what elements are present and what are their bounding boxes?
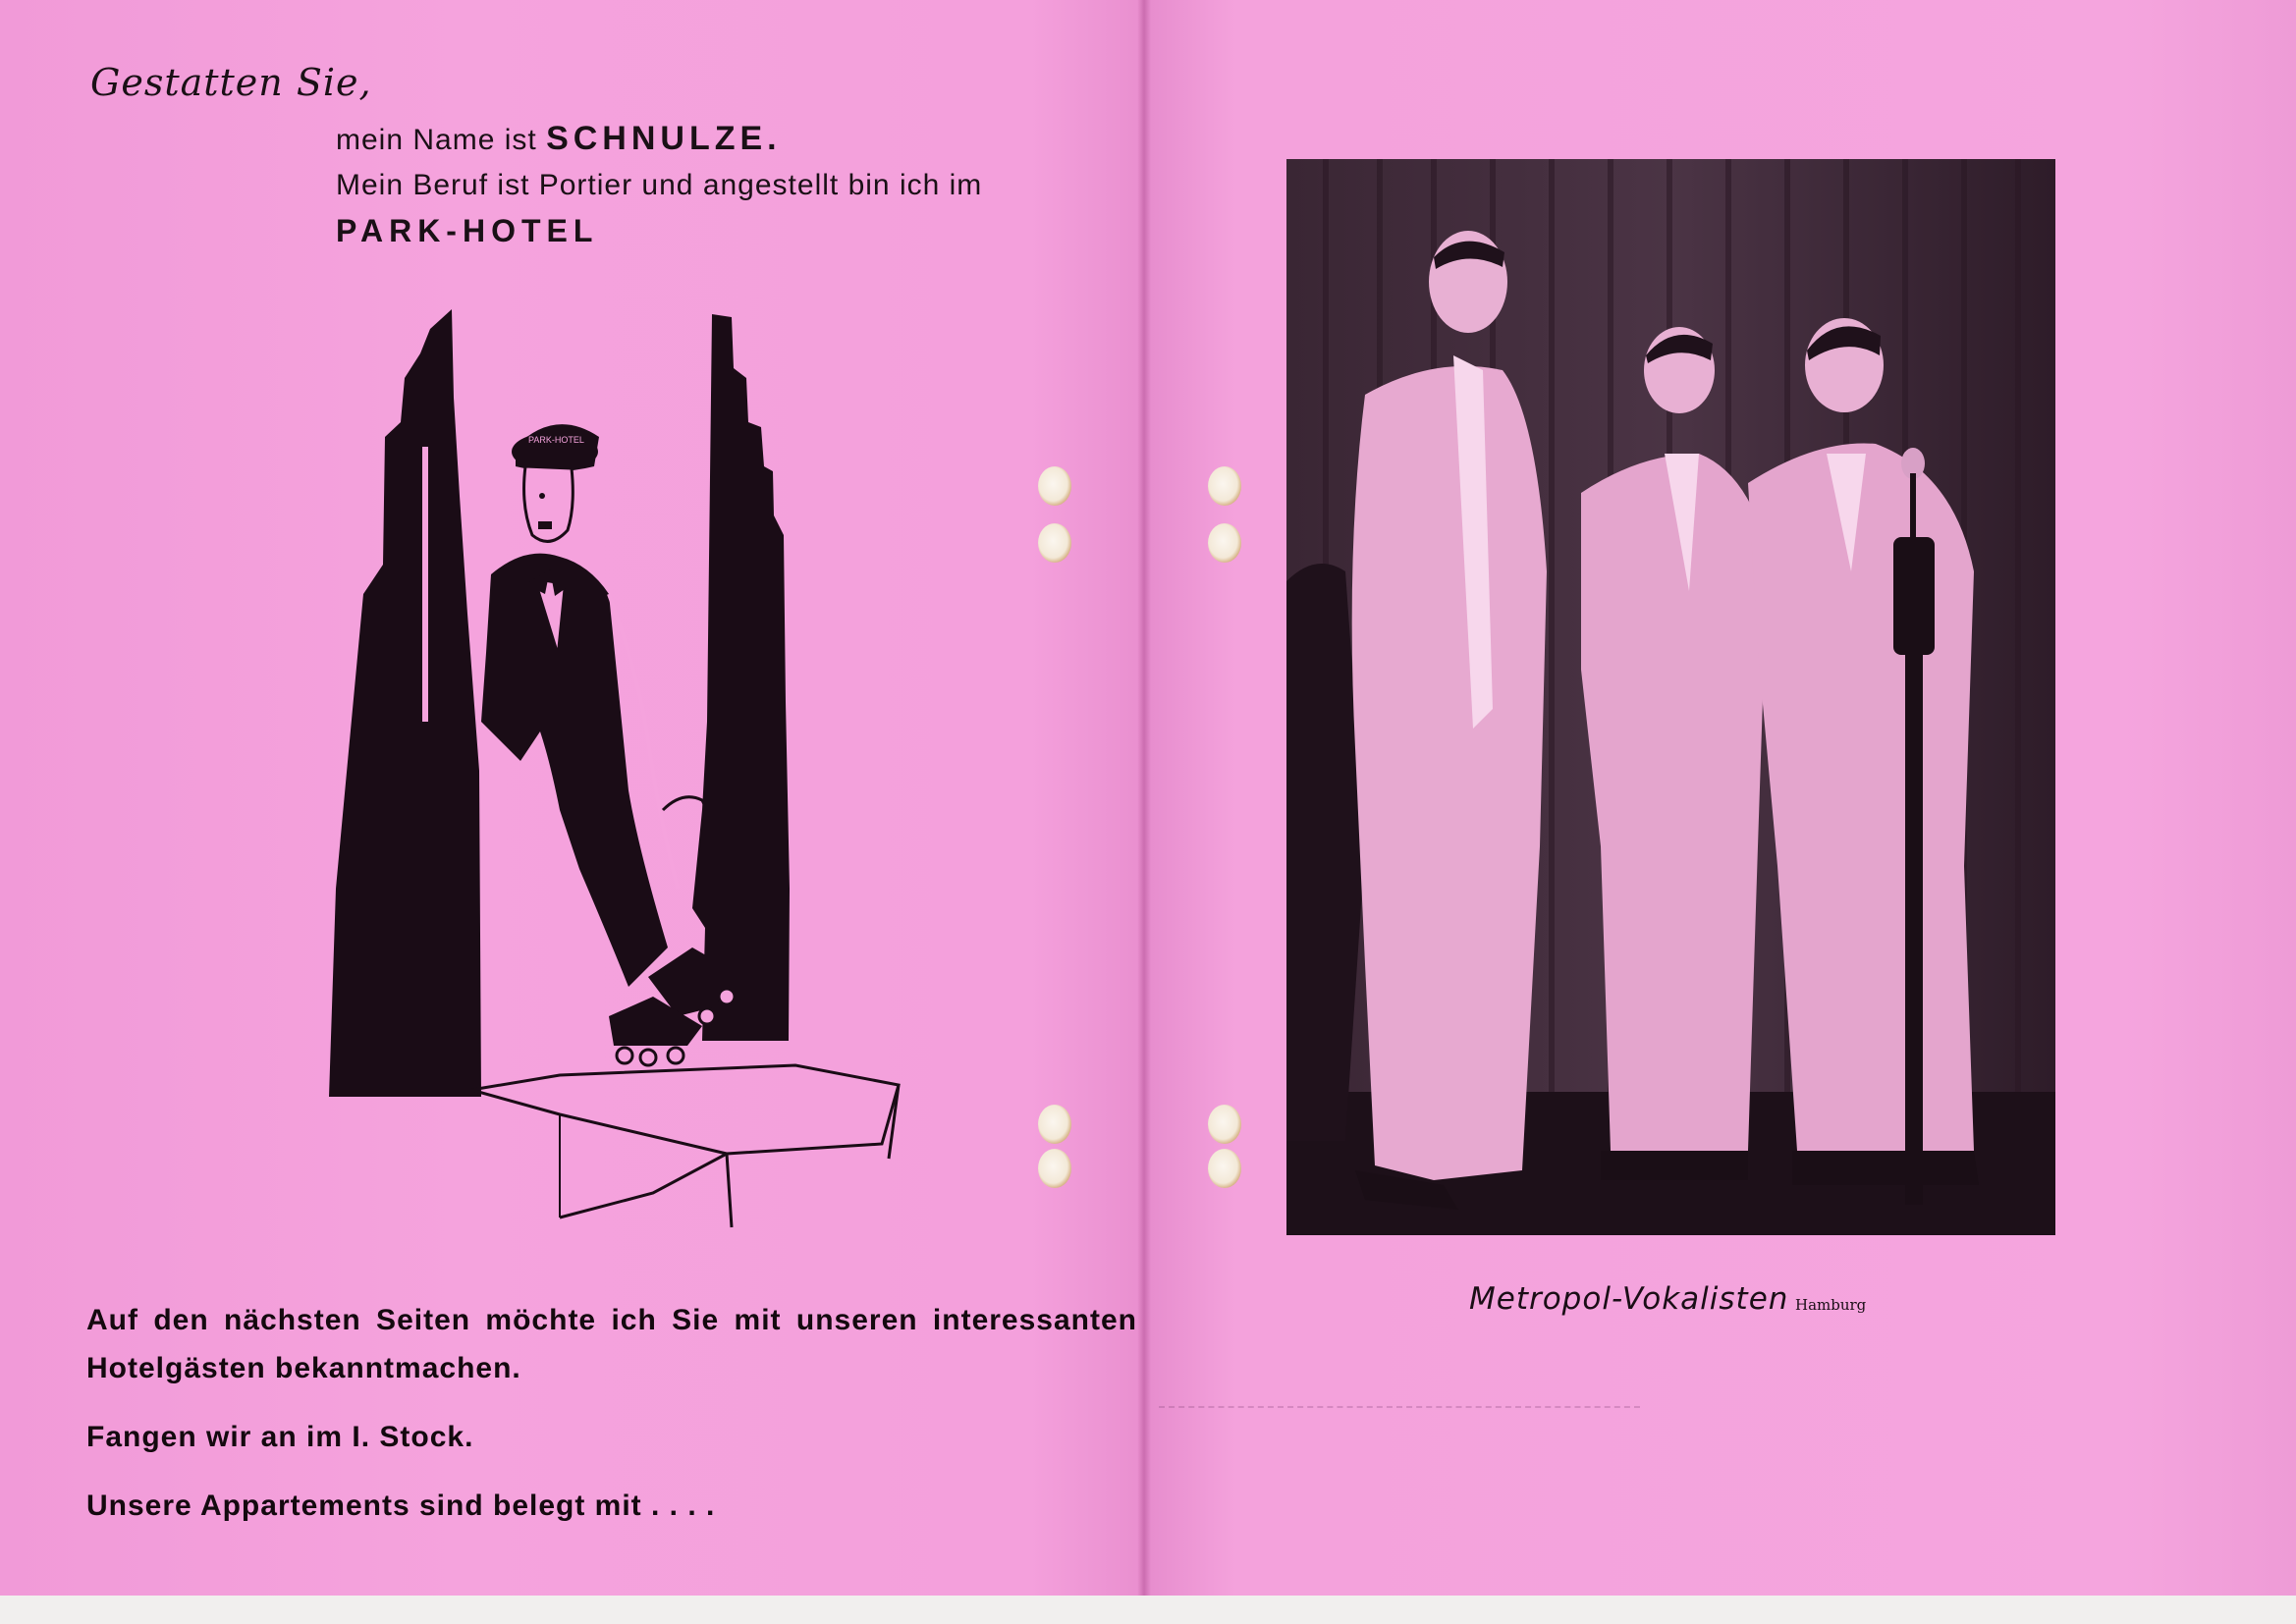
punch-hole — [1208, 1149, 1241, 1188]
center-fold — [1137, 0, 1151, 1596]
greeting-text: Gestatten Sie, — [90, 61, 372, 104]
scan-border — [0, 1596, 2296, 1624]
punch-hole — [1208, 523, 1241, 563]
intro-prefix: mein Name ist — [336, 124, 537, 156]
punch-hole — [1038, 466, 1071, 506]
punch-hole — [1038, 1105, 1071, 1144]
steps-outline — [471, 1065, 899, 1218]
punch-hole — [1208, 466, 1241, 506]
porter-illustration — [314, 299, 923, 1262]
right-skyscraper — [692, 314, 790, 1041]
porter-figure — [481, 424, 735, 1065]
intro-line-job: Mein Beruf ist Portier und angestellt bin ich im — [336, 169, 983, 201]
faint-show-through — [1159, 1406, 1640, 1410]
punch-hole — [1038, 1149, 1071, 1188]
cap-lettering: PARK-HOTEL — [528, 435, 584, 445]
body-line-2: Hotelgästen bekanntmachen. — [86, 1352, 521, 1384]
punch-hole — [1038, 523, 1071, 563]
punch-hole — [1208, 1105, 1241, 1144]
body-line-4: Unsere Appartements sind belegt mit . . . . — [86, 1489, 716, 1522]
photo-caption-city: Hamburg — [1795, 1296, 1867, 1314]
group-photograph — [1286, 159, 2055, 1235]
left-page — [0, 0, 1144, 1596]
character-name: SCHNULZE. — [546, 120, 782, 157]
body-line-1: Auf den nächsten Seiten möchte ich Sie mit unseren interessanten — [86, 1304, 1137, 1336]
hotel-name: PARK-HOTEL — [336, 213, 599, 248]
left-skyscraper — [329, 309, 481, 1097]
body-line-3: Fangen wir an im I. Stock. — [86, 1421, 474, 1453]
intro-line-name — [336, 120, 782, 158]
photo-caption: Metropol-Vokalisten — [1469, 1281, 1789, 1317]
